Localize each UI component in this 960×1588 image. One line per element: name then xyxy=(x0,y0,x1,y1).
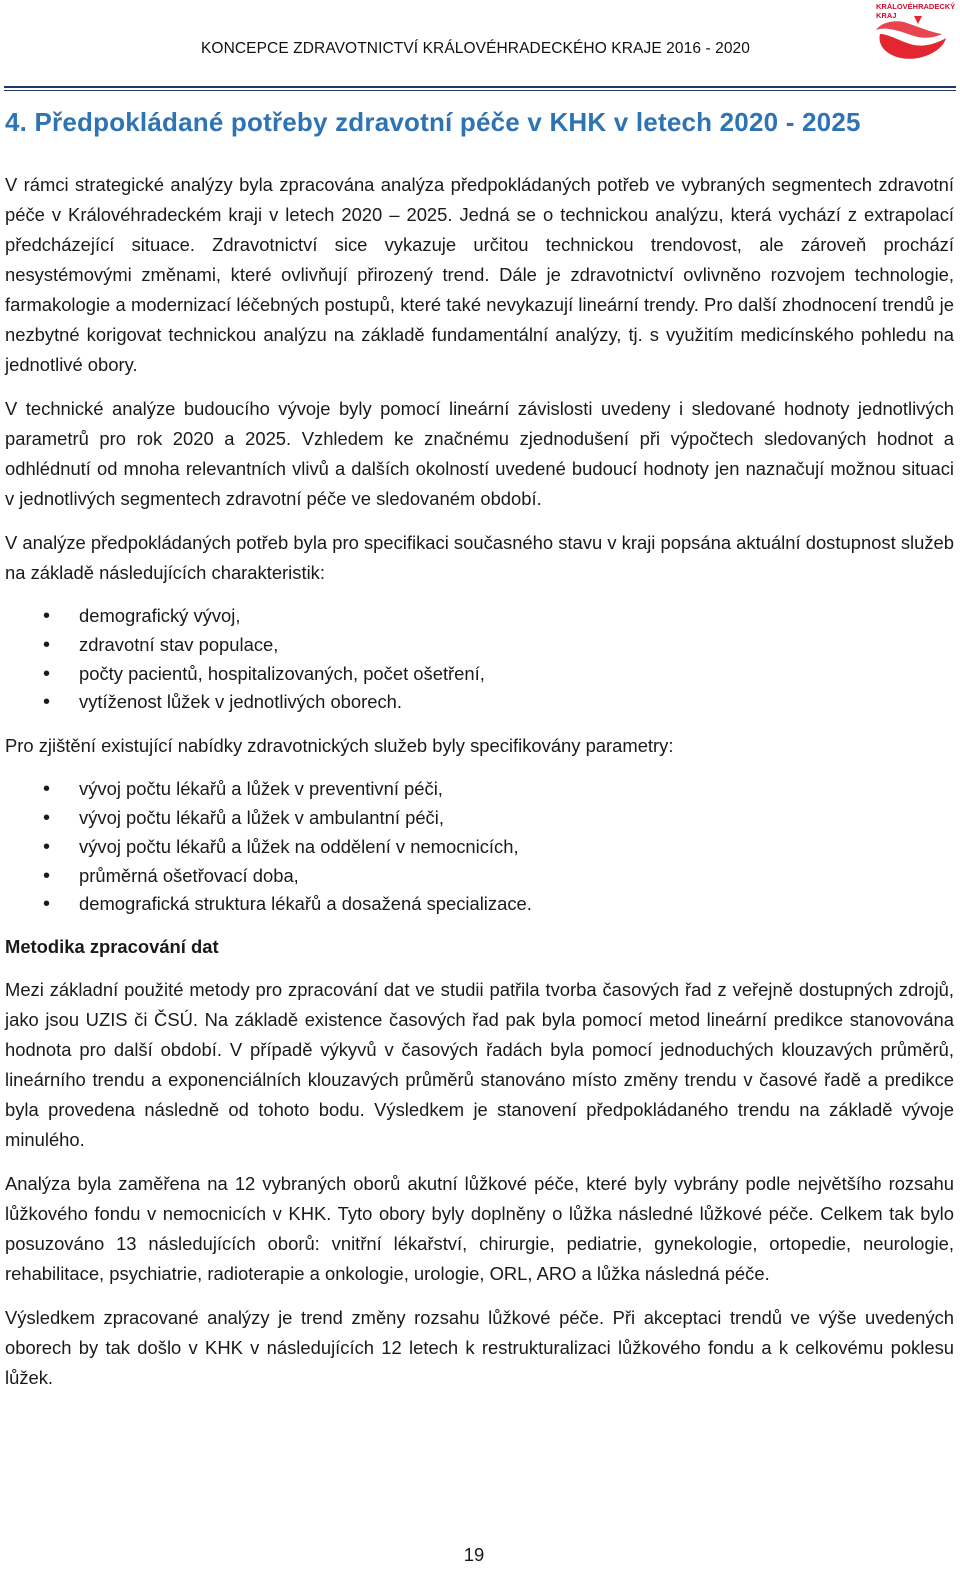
paragraph: V analýze předpokládaných potřeb byla pro specifikaci současného stavu v kraji popsána aktuální dostupnost služeb na základě následujících charakteristik: xyxy=(5,532,954,583)
logo-text: KRÁLOVÉHRADECKÝ KRAJ xyxy=(876,2,956,20)
characteristics-list xyxy=(5,602,954,717)
list-item: • vytíženost lůžek v jednotlivých oborech. xyxy=(5,688,954,717)
section-heading: 4. Předpokládané potřeby zdravotní péče v KHK v letech 2020 - 2025 xyxy=(5,107,861,137)
document-body xyxy=(5,104,954,1407)
paragraph: Pro zjištění existující nabídky zdravotnických služeb byly specifikovány parametry: xyxy=(5,735,674,757)
list-item: • vývoj počtu lékařů a lůžek v preventivní péči, xyxy=(5,775,954,804)
paragraph: V rámci strategické analýzy byla zpracována analýza předpokládaných potřeb ve vybraných segmentech zdravotní péče v Královéhradeckém kraji v letech 2020 – 2025. Jedná se o technickou analýzu, která vychází z extrapolací předcházející situace. Zdravotnictví sice vykazuje určitou technickou trendovost, ale zároveň prochází nesystémovými změnami, které ovlivňují přirozený trend. Dále je zdravotnictví ovlivněno rozvojem technologie, farmakologie a modernizací léčebných postupů, které také nevykazují lineární trendy. Pro další zhodnocení trendů je nezbytné korigovat technickou analýzu na základě fundamentální analýzy, tj. s využitím medicínského pohledu na jednotlivé obory. xyxy=(5,174,954,375)
header-title: KONCEPCE ZDRAVOTNICTVÍ KRÁLOVÉHRADECKÉHO KRAJE 2016 - 2020 xyxy=(200,40,750,57)
paragraph: Analýza byla zaměřena na 12 vybraných oborů akutní lůžkové péče, které byly vybrány podle největšího rozsahu lůžkového fondu v nemocnicích v KHK. Tyto obory byly doplněny o lůžka následné lůžkové péče. Celkem tak bylo posuzováno 13 následujících oborů: vnitřní lékařství, chirurgie, pediatrie, gynekologie, ortopedie, neurologie, rehabilitace, psychiatrie, radioterapie a onkologie, urologie, ORL, ARO a lůžka následná péče. xyxy=(5,1173,954,1285)
list-item: • demografický vývoj, xyxy=(5,602,954,631)
page-number: 19 xyxy=(463,1544,485,1565)
list-item: • demografická struktura lékařů a dosažená specializace. xyxy=(5,890,954,919)
header-divider-thin xyxy=(4,90,956,91)
paragraph: Výsledkem zpracované analýzy je trend změny rozsahu lůžkové péče. Při akceptaci trendů ve výše uvedených oborech by tak došlo v KHK v následujících 12 letech k restrukturalizaci lůžkového fondu a k celkovému poklesu lůžek. xyxy=(5,1307,954,1389)
subsection-heading: Metodika zpracování dat xyxy=(5,936,219,958)
paragraph: Mezi základní použité metody pro zpracování dat ve studii patřila tvorba časových řad z veřejně dostupných zdrojů, jako jsou UZIS či ČSÚ. Na základě existence časových řad pak byla pomocí metod lineární predikce stanovována hodnota pro další období. V případě výkyvů v časových řadách byla pomocí jednoduchých klouzavých průměrů, lineárního trendu a exponenciálních klouzavých průměrů stanováno místo změny trendu v časové řadě a predikce byla provedena následně od tohoto bodu. Výsledkem je stanovení předpokládaného trendu na základě vývoje minulého. xyxy=(5,979,954,1151)
list-item: • zdravotní stav populace, xyxy=(5,631,954,660)
list-item: • vývoj počtu lékařů a lůžek na oddělení v nemocnicích, xyxy=(5,833,954,862)
parameters-list xyxy=(5,775,954,919)
header-divider xyxy=(4,86,956,88)
list-item: • počty pacientů, hospitalizovaných, počet ošetření, xyxy=(5,660,954,689)
list-item: • vývoj počtu lékařů a lůžek v ambulantní péči, xyxy=(5,804,954,833)
paragraph: V technické analýze budoucího vývoje byly pomocí lineární závislosti uvedeny i sledované hodnoty jednotlivých parametrů pro rok 2020 a 2025. Vzhledem ke značnému zjednodušení při výpočtech sledovaných hodnot a odhlédnutí od mnoha relevantních vlivů a dalších okolností uvedené budoucí hodnoty jen naznačují možnou situaci v jednotlivých segmentech zdravotní péče ve sledovaném období. xyxy=(5,398,954,509)
page-header xyxy=(0,0,960,92)
list-item: • průměrná ošetřovací doba, xyxy=(5,862,954,891)
